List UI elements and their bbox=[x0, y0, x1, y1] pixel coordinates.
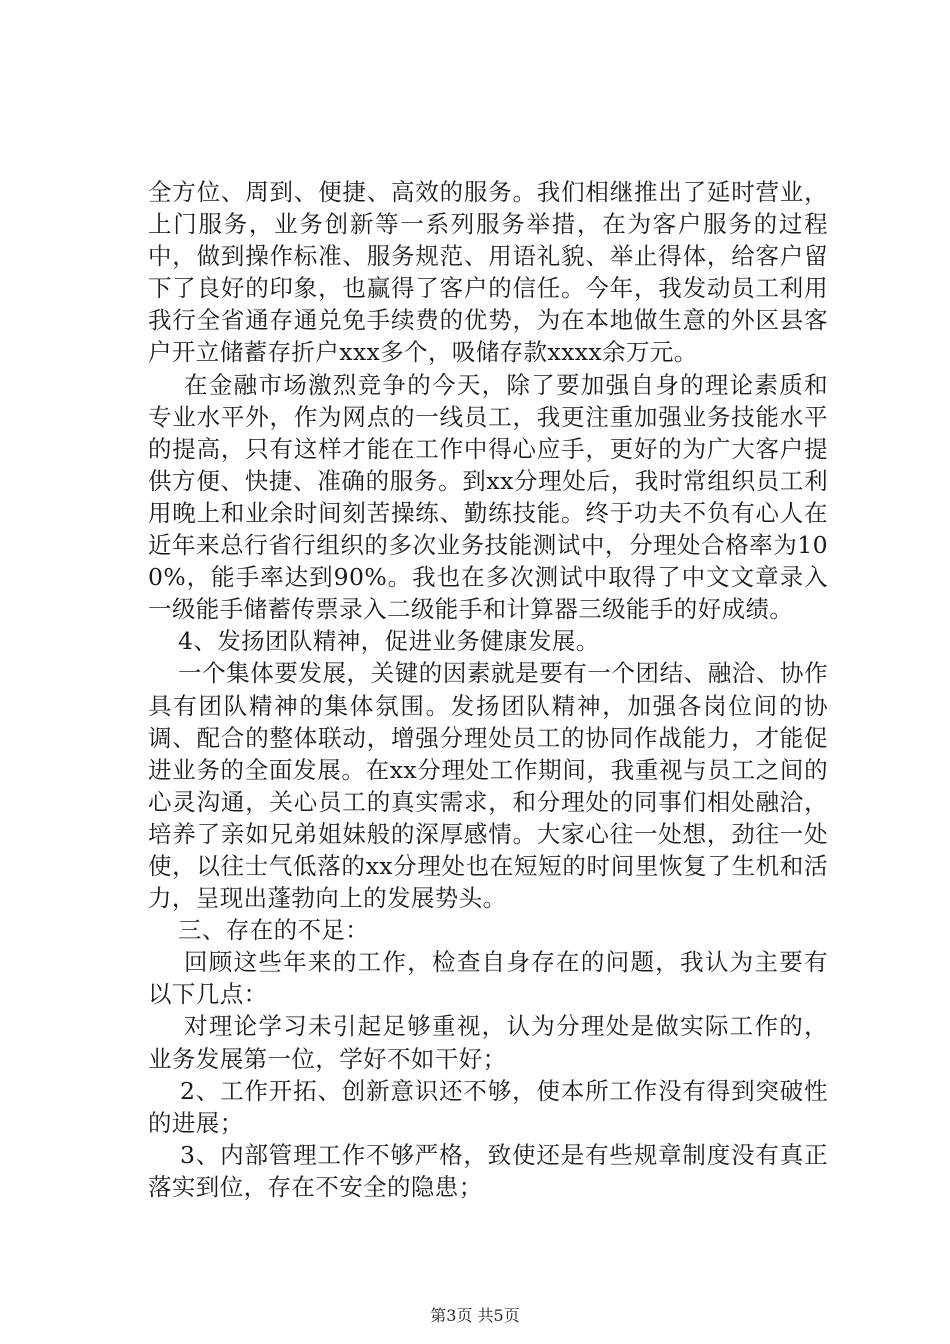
paragraph-review: 回顾这些年来的工作，检查自身存在的问题，我认为主要有以下几点： bbox=[148, 948, 828, 1009]
list-item-management: 3、内部管理工作不够严格，致使还是有些规章制度没有真正落实到位，存在不安全的隐患； bbox=[148, 1140, 828, 1201]
paragraph-service: 全方位、周到、便捷、高效的服务。我们相继推出了延时营业，上门服务，业务创新等一系列服务举措，在为客户服务的过程中，做到操作标准、服务规范、用语礼貌、举止得体，给客户留下了良好的印象，也赢得了客户的信任。今年，我发动员工利用我行全省通存通兑免手续费的优势，为在本地做生意的外区县客户开立储蓄存折户xxx多个，吸储存款xxxx余万元。 bbox=[148, 178, 828, 367]
page-number: 第3页 共5页 bbox=[430, 1306, 520, 1325]
list-item-innovation: 2、工作开拓、创新意识还不够，使本所工作没有得到突破性的进展； bbox=[148, 1076, 828, 1137]
paragraph-team: 一个集体要发展，关键的因素就是要有一个团结、融洽、协作具有团队精神的集体氛围。发扬团队精神，加强各岗位间的协调、配合的整体联动，增强分理处员工的协同作战能力，才能促进业务的全面发展。在xx分理处工作期间，我重视与员工之间的心灵沟通，关心员工的真实需求，和分理处的同事们相处融洽，培养了亲如兄弟姐妹般的深厚感情。大家心往一处想，劲往一处使，以往士气低落的xx分理处也在短短的时间里恢复了生机和活力，呈现出蓬勃向上的发展势头。 bbox=[148, 659, 828, 913]
paragraph-skills: 在金融市场激烈竞争的今天，除了要加强自身的理论素质和专业水平外，作为网点的一线员工，我更注重加强业务技能水平的提高，只有这样才能在工作中得心应手，更好的为广大客户提供方便、快捷、准确的服务。到xx分理处后，我时常组织员工利用晚上和业余时间刻苦操练、勤练技能。终于功夫不负有心人在近年来总行省行组织的多次业务技能测试中，分理处合格率为100%，能手率达到90%。我也在多次测试中取得了中文文章录入一级能手储蓄传票录入二级能手和计算器三级能手的好成绩。 bbox=[148, 370, 828, 624]
heading-shortcomings: 三、存在的不足： bbox=[178, 916, 370, 945]
page-footer bbox=[0, 1306, 950, 1326]
heading-team-spirit: 4、发扬团队精神，促进业务健康发展。 bbox=[178, 627, 600, 656]
document-body bbox=[148, 176, 828, 1203]
list-item-theory: 对理论学习未引起足够重视，认为分理处是做实际工作的，业务发展第一位，学好不如干好； bbox=[148, 1012, 828, 1073]
